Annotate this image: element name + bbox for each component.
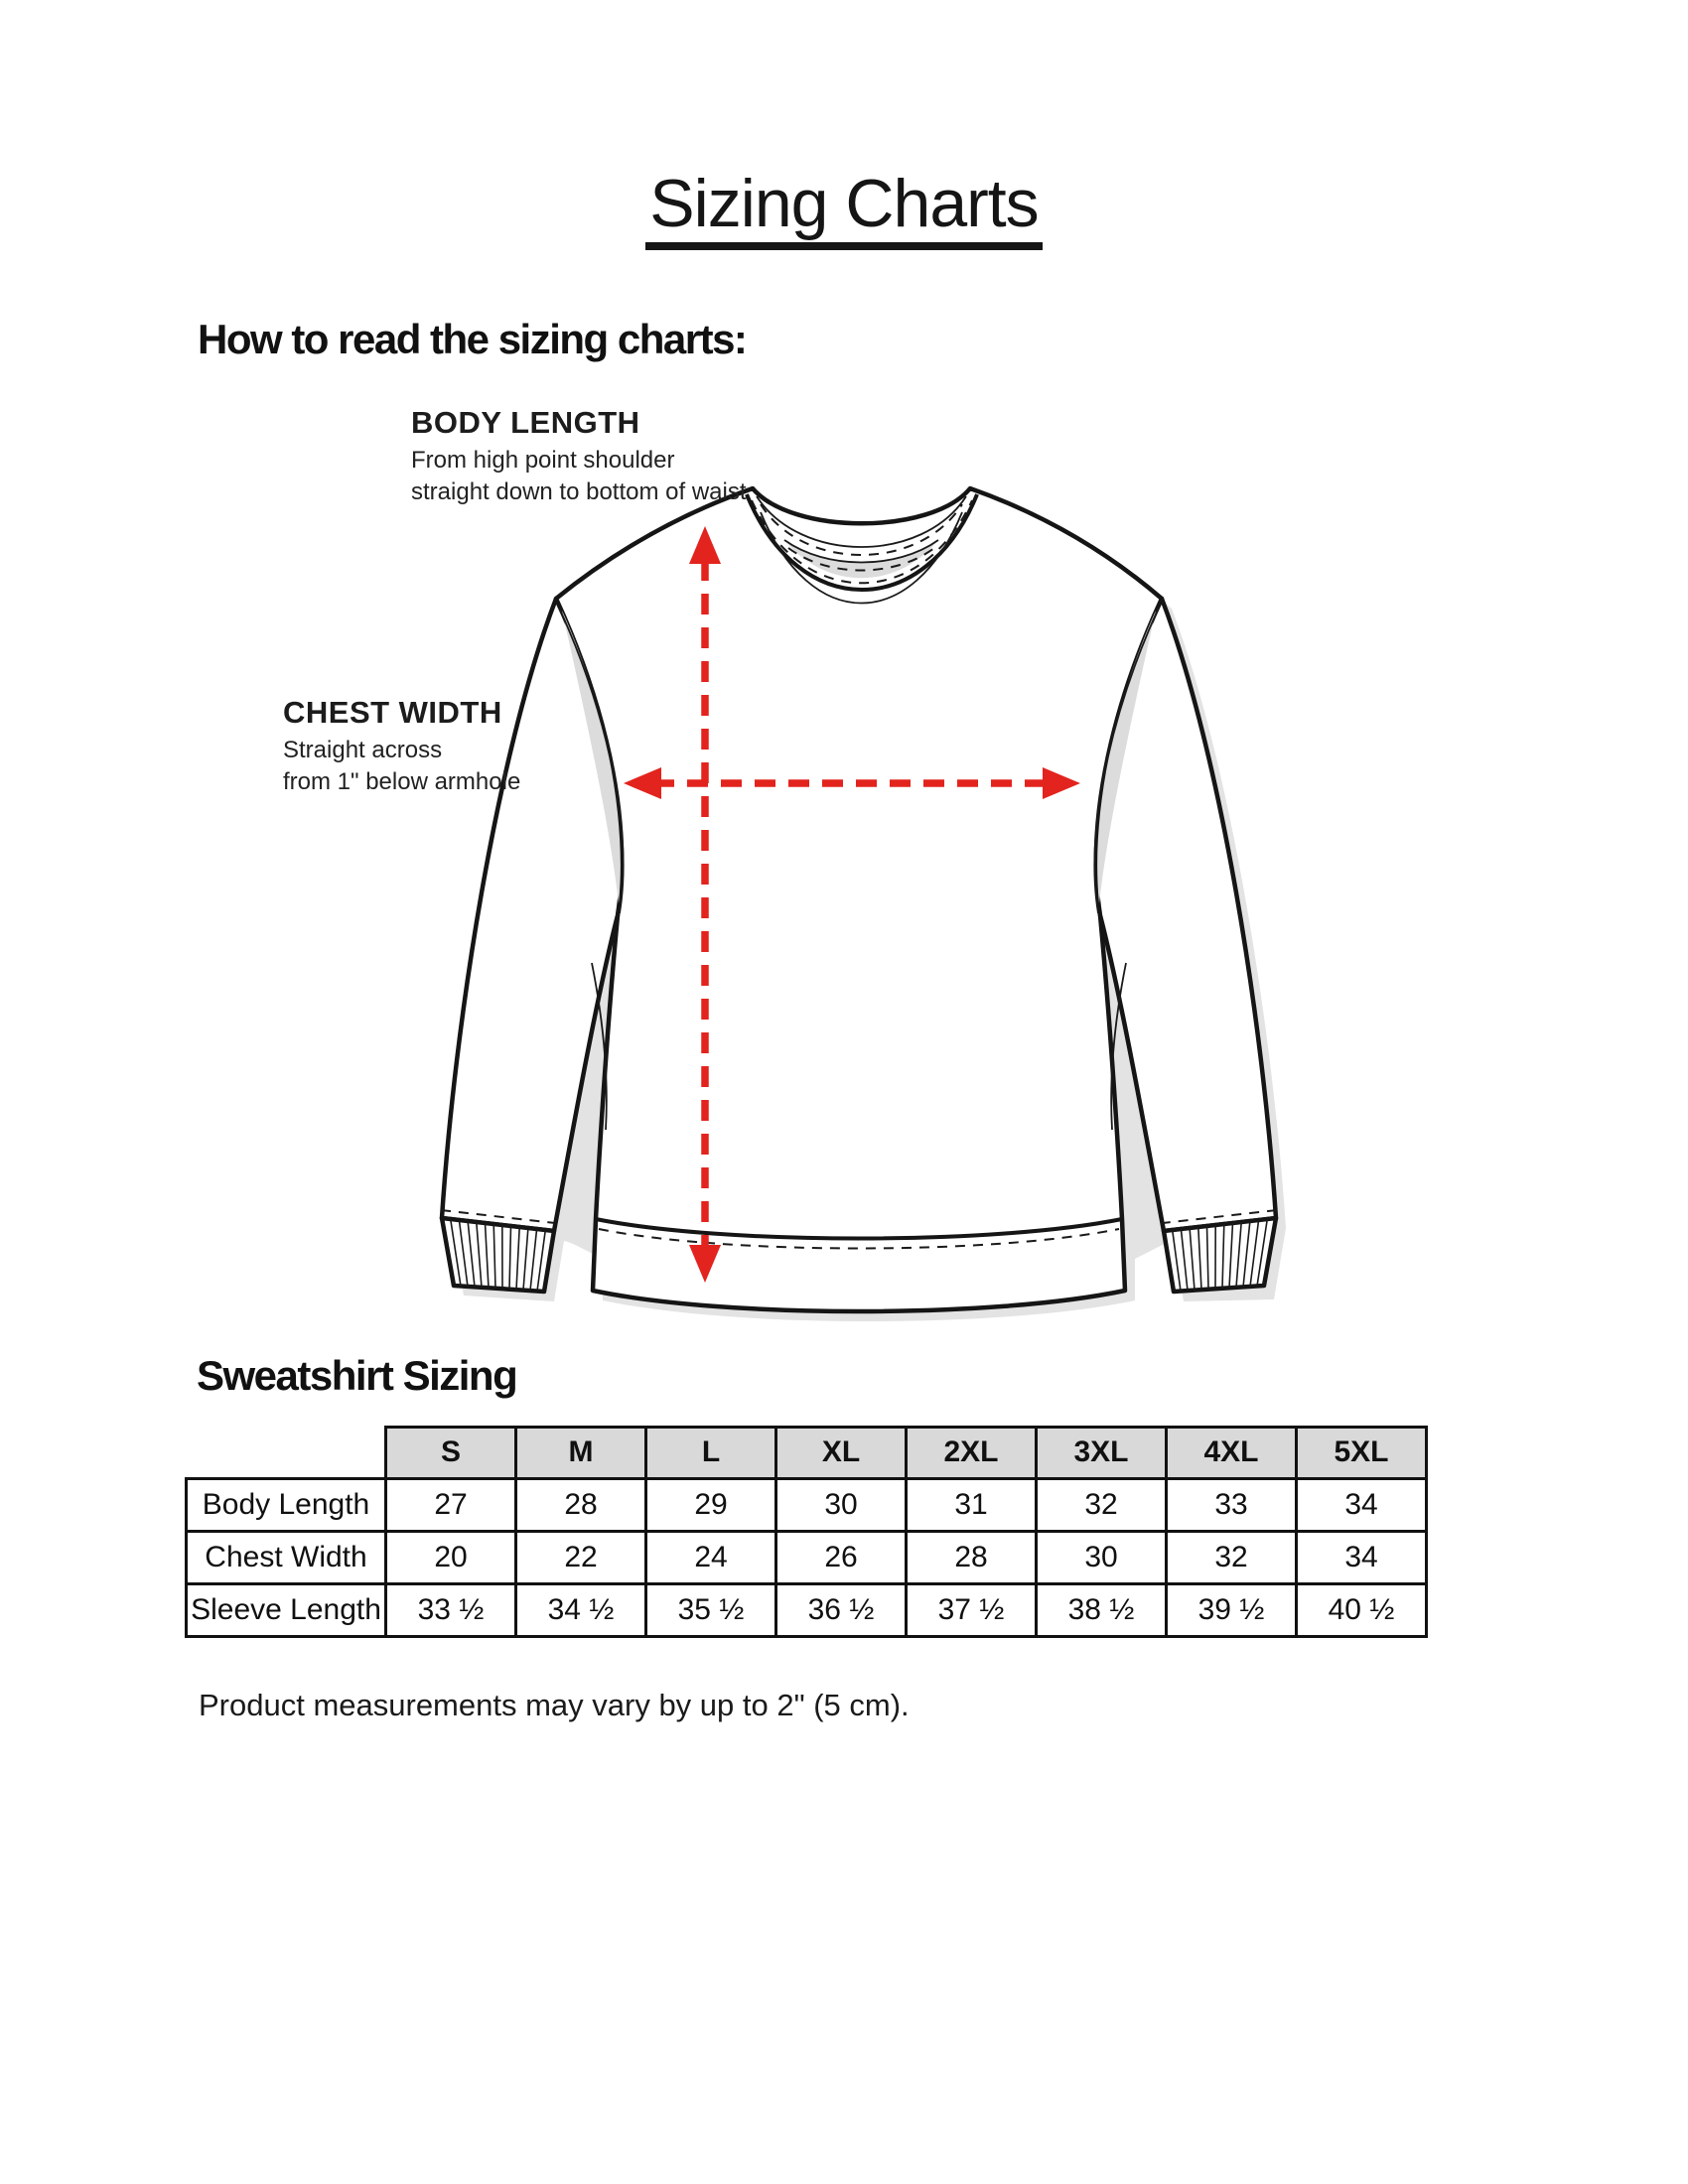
size-column-header: 5XL bbox=[1297, 1428, 1427, 1479]
measurement-cell: 26 bbox=[776, 1531, 907, 1583]
measurement-cell: 30 bbox=[776, 1478, 907, 1531]
title-bar bbox=[0, 166, 1688, 250]
measurement-cell: 33 bbox=[1167, 1478, 1297, 1531]
measurement-cell: 27 bbox=[386, 1478, 516, 1531]
body-length-label-line1: From high point shoulder bbox=[411, 447, 675, 474]
size-column-header: M bbox=[516, 1428, 646, 1479]
empty-corner-cell bbox=[187, 1428, 386, 1479]
row-label: Body Length bbox=[187, 1478, 386, 1531]
measurement-cell: 28 bbox=[907, 1531, 1037, 1583]
measurement-cell: 39 ½ bbox=[1167, 1583, 1297, 1636]
chest-width-label-title: CHEST WIDTH bbox=[283, 695, 502, 730]
row-label: Chest Width bbox=[187, 1531, 386, 1583]
measurement-cell: 28 bbox=[516, 1478, 646, 1531]
sweatshirt-sizing-table bbox=[185, 1426, 1428, 1638]
chest-width-label-line2: from 1" below armhole bbox=[283, 768, 521, 795]
measurement-cell: 34 bbox=[1297, 1531, 1427, 1583]
measurement-cell: 37 ½ bbox=[907, 1583, 1037, 1636]
measurement-cell: 35 ½ bbox=[646, 1583, 776, 1636]
page-title: Sizing Charts bbox=[645, 169, 1042, 250]
size-column-header: S bbox=[386, 1428, 516, 1479]
measurement-cell: 29 bbox=[646, 1478, 776, 1531]
measurement-cell: 32 bbox=[1037, 1478, 1167, 1531]
measurement-disclaimer: Product measurements may vary by up to 2" (5 cm). bbox=[199, 1688, 910, 1722]
table-row bbox=[187, 1531, 1427, 1583]
body-length-label-title: BODY LENGTH bbox=[411, 405, 640, 440]
table-row bbox=[187, 1478, 1427, 1531]
measurement-cell: 40 ½ bbox=[1297, 1583, 1427, 1636]
row-label: Sleeve Length bbox=[187, 1583, 386, 1636]
size-column-header: 4XL bbox=[1167, 1428, 1297, 1479]
chest-width-label bbox=[283, 697, 520, 798]
chest-width-label-line1: Straight across bbox=[283, 737, 443, 763]
size-column-header: L bbox=[646, 1428, 776, 1479]
sweatshirt-sizing-heading: Sweatshirt Sizing bbox=[197, 1352, 517, 1399]
measurement-cell: 30 bbox=[1037, 1531, 1167, 1583]
measurement-cell: 33 ½ bbox=[386, 1583, 516, 1636]
size-column-header: XL bbox=[776, 1428, 907, 1479]
body-length-label-line2: straight down to bottom of waist bbox=[411, 478, 747, 505]
measurement-cell: 38 ½ bbox=[1037, 1583, 1167, 1636]
measurement-cell: 34 ½ bbox=[516, 1583, 646, 1636]
sweatshirt-illustration bbox=[397, 467, 1311, 1330]
measurement-cell: 24 bbox=[646, 1531, 776, 1583]
measurement-cell: 32 bbox=[1167, 1531, 1297, 1583]
size-header-row bbox=[187, 1428, 1427, 1479]
table-row bbox=[187, 1583, 1427, 1636]
measurement-cell: 22 bbox=[516, 1531, 646, 1583]
measurement-cell: 36 ½ bbox=[776, 1583, 907, 1636]
how-to-heading: How to read the sizing charts: bbox=[198, 316, 747, 362]
size-column-header: 2XL bbox=[907, 1428, 1037, 1479]
size-column-header: 3XL bbox=[1037, 1428, 1167, 1479]
body-length-label bbox=[411, 407, 747, 508]
measurement-cell: 20 bbox=[386, 1531, 516, 1583]
garment-body bbox=[556, 488, 1162, 1311]
measurement-cell: 31 bbox=[907, 1478, 1037, 1531]
measurement-cell: 34 bbox=[1297, 1478, 1427, 1531]
